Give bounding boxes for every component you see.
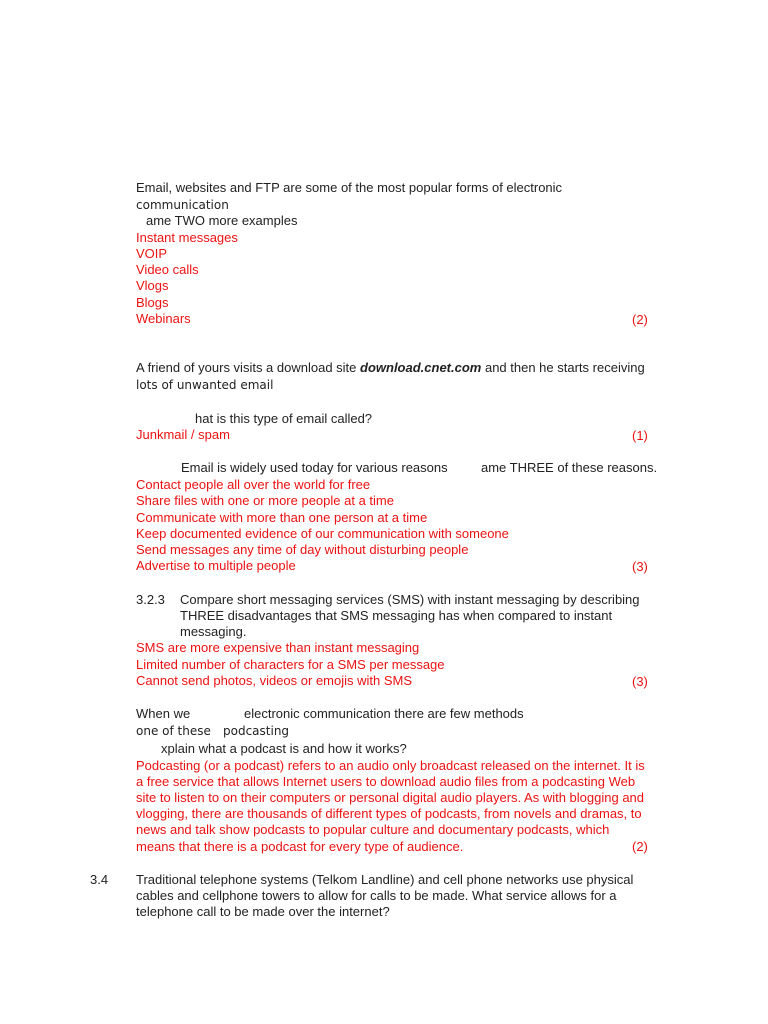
q3-answer: Keep documented evidence of our communication with someone (136, 526, 509, 541)
q4-line1a: When we (136, 706, 191, 721)
q323-answer: Limited number of characters for a SMS per message (136, 657, 445, 672)
q323-line3: messaging. (180, 624, 247, 639)
q4-line1b: electronic communication there are few methods (244, 706, 524, 721)
q4-answer-line: news and talk show podcasts to popular culture and documentary podcasts, which (136, 822, 610, 837)
q34-line1: Traditional telephone systems (Telkom Landline) and cell phone networks use physical (136, 872, 634, 887)
q2-line1-pre: A friend of yours visits a download site (136, 360, 361, 375)
q2-marks: (1) (632, 428, 648, 443)
q1-answer: Vlogs (136, 278, 169, 293)
q1-answer: Blogs (136, 295, 169, 310)
q323-answer: Cannot send photos, videos or emojis with SMS (136, 673, 413, 688)
q2-line1-post: and then he starts receiving (481, 360, 645, 375)
q2-answer: Junkmail / spam (136, 427, 230, 442)
q3-question-a: Email is widely used today for various reasons (181, 460, 448, 475)
q4-answer-line: site to listen to on their computers or personal digital audio players. As with blogging and (136, 790, 645, 805)
q2-question: hat is this type of email called? (195, 411, 373, 426)
q1-answer: Video calls (136, 262, 199, 277)
q3-answer: Advertise to multiple people (136, 558, 296, 573)
q4-marks: (2) (632, 839, 648, 854)
q4-answer-line: a free service that allows Internet users to download audio files from a podcasting Web (136, 774, 636, 789)
q1-answer: Instant messages (136, 230, 238, 245)
q1-answer: Webinars (136, 311, 191, 326)
q34-number: 3.4 (90, 872, 109, 887)
q2-line2: lots of unwanted email (136, 378, 274, 392)
q3-answer: Communicate with more than one person at a time (136, 510, 428, 525)
q4-line2a: one of these (136, 724, 211, 738)
q323-number: 3.2.3 (136, 592, 165, 607)
q4-answer-line: vlogging, there are thousands of different types of podcasts, from novels and dramas, to (136, 806, 642, 821)
q3-answer: Send messages any time of day without disturbing people (136, 542, 469, 557)
q1-answer: VOIP (136, 246, 168, 261)
q323-line2: THREE disadvantages that SMS messaging has when compared to instant (180, 608, 613, 623)
q323-answer: SMS are more expensive than instant messaging (136, 640, 420, 655)
q1-question: ame TWO more examples (146, 213, 298, 228)
q2-line1 (136, 360, 645, 376)
q1-marks: (2) (632, 312, 648, 327)
q323-marks: (3) (632, 674, 648, 689)
q4-line2b: podcasting (223, 724, 290, 738)
q4-answer-line: Podcasting (or a podcast) refers to an audio only broadcast released on the internet. It is (136, 758, 645, 773)
q4-question: xplain what a podcast is and how it works? (161, 741, 407, 756)
q1-line1: Email, websites and FTP are some of the most popular forms of electronic (136, 180, 563, 195)
q4-answer-line: means that there is a podcast for every type of audience. (136, 839, 464, 854)
q3-question-b: ame THREE of these reasons. (481, 460, 658, 475)
q323-line1: Compare short messaging services (SMS) with instant messaging by describing (180, 592, 640, 607)
q1-line2: communication (136, 198, 229, 212)
q34-line3: telephone call to be made over the internet? (136, 904, 390, 919)
q3-marks: (3) (632, 559, 648, 574)
q3-answer: Contact people all over the world for free (136, 477, 371, 492)
q2-site: download.cnet.com (360, 360, 482, 375)
q3-answer: Share files with one or more people at a time (136, 493, 394, 508)
q34-line2: cables and cellphone towers to allow for calls to be made. What service allows for a (136, 888, 617, 903)
